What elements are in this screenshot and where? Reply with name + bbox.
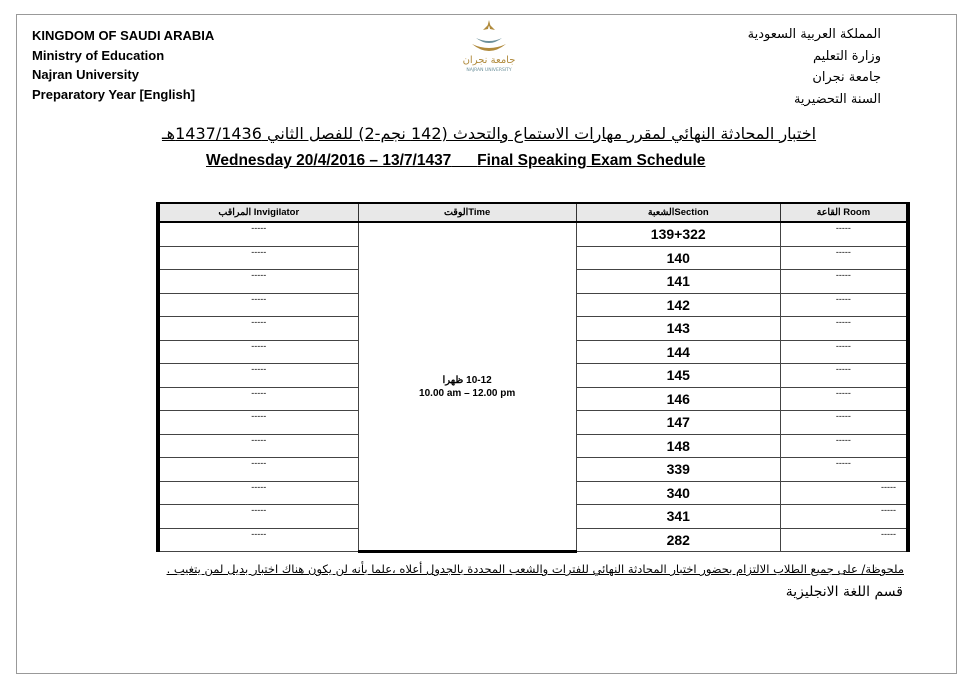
- table-body: [158, 222, 908, 552]
- header-left-line: Preparatory Year [English]: [32, 86, 196, 102]
- room-cell: -----: [780, 317, 908, 341]
- exam-schedule-label: Final Speaking Exam Schedule: [477, 152, 706, 169]
- invigilator-cell: -----: [158, 458, 358, 482]
- section-cell: 139+322: [576, 222, 780, 246]
- department-name: قسم اللغة الانجليزية: [785, 584, 903, 600]
- invigilator-cell: -----: [158, 246, 358, 270]
- time-arabic: 10-12 ظهرا: [442, 374, 492, 386]
- room-cell: -----: [780, 293, 908, 317]
- invigilator-cell: -----: [158, 364, 358, 388]
- header-right-line: جامعة نجران: [812, 70, 881, 85]
- section-cell: 340: [576, 481, 780, 505]
- col-header-invigilator: المراقب Invigilator: [158, 203, 358, 222]
- time-cell: [358, 222, 576, 552]
- schedule-table: [156, 202, 910, 553]
- room-cell: -----: [780, 387, 908, 411]
- logo-text-ar: جامعة نجران: [462, 55, 516, 66]
- section-cell: 339: [576, 458, 780, 482]
- invigilator-cell: -----: [158, 293, 358, 317]
- invigilator-cell: -----: [158, 411, 358, 435]
- section-cell: 141: [576, 270, 780, 294]
- invigilator-cell: -----: [158, 270, 358, 294]
- room-cell: -----: [780, 505, 908, 529]
- room-cell: -----: [780, 364, 908, 388]
- room-cell: -----: [780, 270, 908, 294]
- room-cell: -----: [780, 528, 908, 552]
- section-cell: 142: [576, 293, 780, 317]
- logo-text-en: NAJRAN UNIVERSITY: [466, 68, 512, 73]
- title-arabic: اختبار المحادثة النهائي لمقرر مهارات الاستماع والتحدث (142 نجم-2) للفصل الثاني 1437/1436هـ: [161, 124, 817, 143]
- header-right: [748, 24, 881, 110]
- najran-university-logo-icon: [462, 18, 516, 74]
- section-cell: 147: [576, 411, 780, 435]
- col-header-time: الوقتTime: [358, 203, 576, 222]
- section-cell: 140: [576, 246, 780, 270]
- section-cell: 148: [576, 434, 780, 458]
- header-left-line: Najran University: [32, 67, 139, 82]
- invigilator-cell: -----: [158, 434, 358, 458]
- col-header-section: الشعبةSection: [576, 203, 780, 222]
- header-left-line: Ministry of Education: [32, 47, 165, 63]
- header-left-line: KINGDOM OF SAUDI ARABIA: [32, 28, 215, 43]
- room-cell: -----: [780, 340, 908, 364]
- col-header-room: القاعة Room: [780, 203, 908, 222]
- room-cell: -----: [780, 481, 908, 505]
- header-right-line: المملكة العربية السعودية: [747, 27, 881, 42]
- section-cell: 143: [576, 317, 780, 341]
- invigilator-cell: -----: [158, 387, 358, 411]
- title-english: [206, 152, 766, 170]
- invigilator-cell: -----: [158, 317, 358, 341]
- invigilator-cell: -----: [158, 340, 358, 364]
- room-cell: -----: [780, 411, 908, 435]
- section-cell: 146: [576, 387, 780, 411]
- exam-date: Wednesday 20/4/2016 – 13/7/1437: [206, 152, 452, 169]
- room-cell: -----: [780, 246, 908, 270]
- invigilator-cell: -----: [158, 481, 358, 505]
- section-cell: 145: [576, 364, 780, 388]
- invigilator-cell: -----: [158, 528, 358, 552]
- header-right-line: وزارة التعليم: [812, 48, 881, 64]
- note-arabic: ملحوظة/ على جميع الطلاب الالتزام بحضور اختبار المحادثة النهائي للفترات والشعب المحددة بالجدول أعلاه ،علما بأنه لن يكون هناك اختبار بديل لمن يتغيب .: [166, 562, 904, 576]
- table-row: [158, 222, 908, 246]
- section-cell: 144: [576, 340, 780, 364]
- invigilator-cell: -----: [158, 505, 358, 529]
- room-cell: -----: [780, 434, 908, 458]
- room-cell: -----: [780, 222, 908, 246]
- header-right-line: السنة التحضيرية: [793, 91, 881, 107]
- section-cell: 282: [576, 528, 780, 552]
- header-left: [32, 26, 214, 104]
- room-cell: -----: [780, 458, 908, 482]
- section-cell: 341: [576, 505, 780, 529]
- table-header-row: [158, 203, 908, 222]
- time-english: 10.00 am – 12.00 pm: [419, 387, 516, 399]
- invigilator-cell: -----: [158, 222, 358, 246]
